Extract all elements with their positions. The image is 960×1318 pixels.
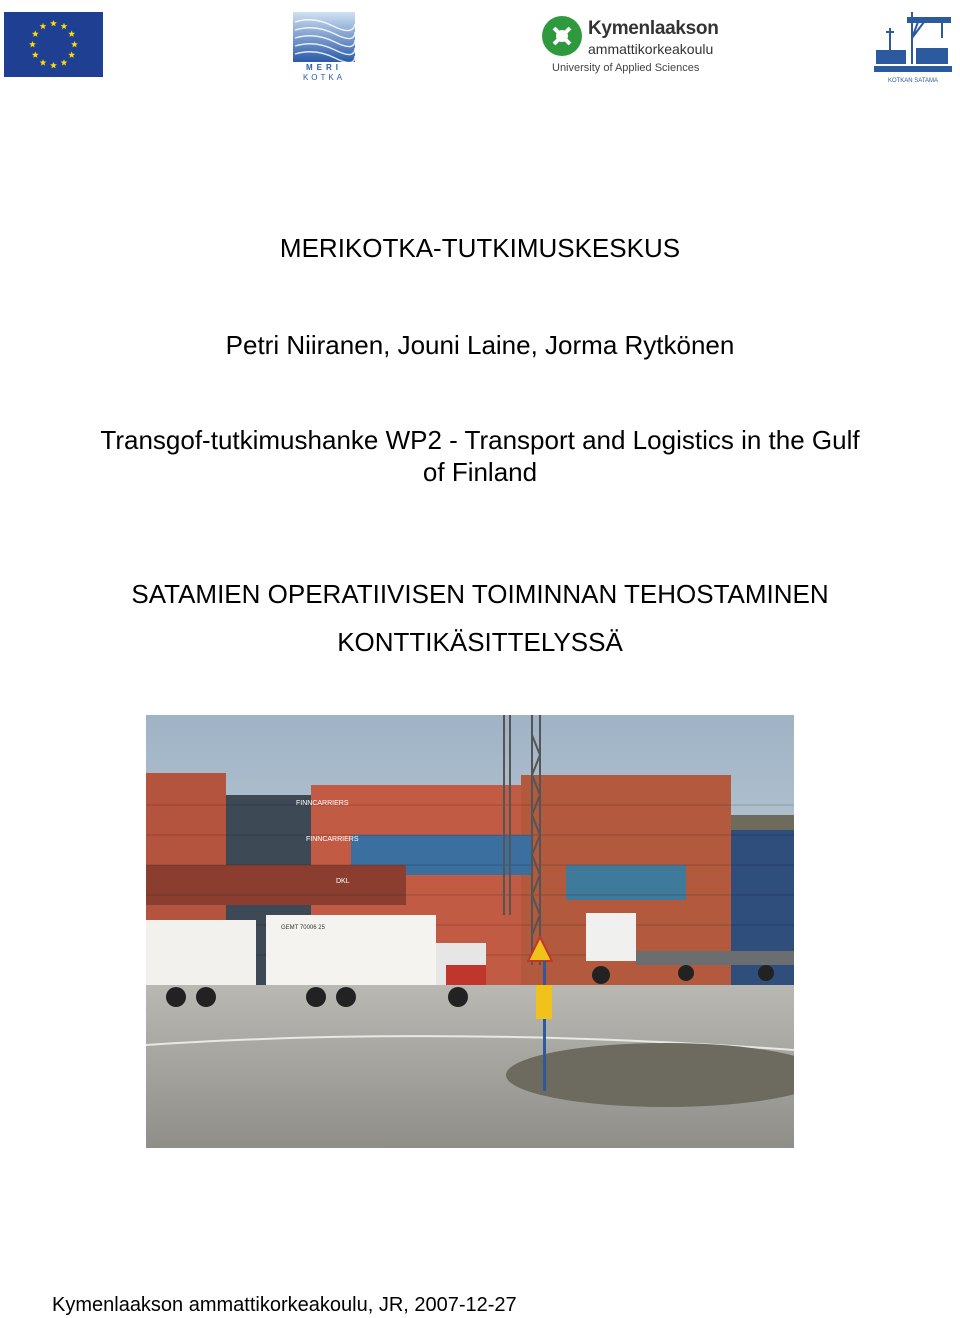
truck-label: GEMT 70006 25 <box>281 925 325 931</box>
footer-credit: Kymenlaakson ammattikorkeakoulu, JR, 2007-12-27 <box>52 1294 517 1316</box>
project-line-2: of Finland <box>422 457 538 487</box>
merikotka-text-bottom: KOTKA <box>302 73 346 82</box>
container-label-2: FINNCARRIERS <box>306 836 359 843</box>
merikotka-text-top: MERI <box>306 63 342 72</box>
merikotka-logo <box>293 12 357 82</box>
kyamk-logo <box>540 14 719 80</box>
port-caption: KOTKAN SATAMA <box>887 78 939 84</box>
container-label-1: FINNCARRIERS <box>296 800 349 807</box>
project-line-1: Transgof-tutkimushanke WP2 - Transport and Logistics in the Gulf <box>100 425 860 455</box>
container-label-3: DKL <box>336 878 350 885</box>
report-title-line-2: KONTTIKÄSITTELYSSÄ <box>337 627 623 657</box>
eu-flag-icon <box>4 12 103 77</box>
kyamk-english-name: University of Applied Sciences <box>552 62 700 74</box>
institute-name: MERIKOTKA-TUTKIMUSKESKUS <box>279 233 681 263</box>
port-crane-logo-icon <box>872 8 954 86</box>
report-title-line-1: SATAMIEN OPERATIIVISEN TOIMINNAN TEHOSTAMINEN <box>131 579 829 609</box>
kyamk-emblem-icon <box>542 16 582 56</box>
authors: Petri Niiranen, Jouni Laine, Jorma Rytkönen <box>225 330 735 360</box>
kyamk-name: Kymenlaakson <box>588 18 719 39</box>
container-terminal-photo <box>146 715 794 1148</box>
kyamk-subtitle: ammattikorkeakoulu <box>588 41 714 57</box>
